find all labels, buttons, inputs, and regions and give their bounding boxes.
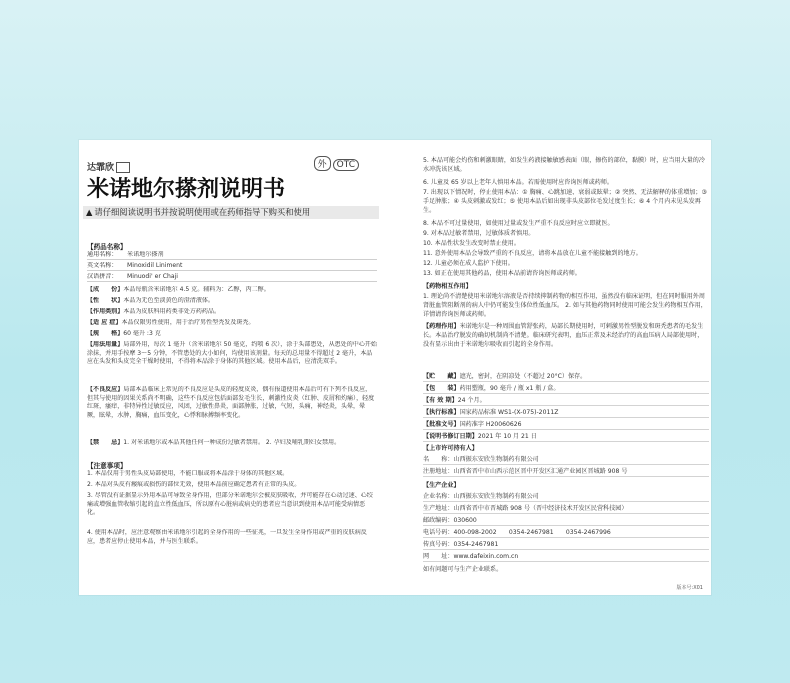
precaution-item-3: 3. 尽管没有证据显示外用本品可导致全身作用，但部分米诺地尔会被皮肤吸收，并可能存在心动过速、心绞痛或增强血管收缩引起的直立性低血压，所以原有心脏病或病史的患者应当意识到使用本品可能受病情恶化。 <box>87 492 373 517</box>
precaution-item-5: 5. 本品可能会灼伤和刺激眼睛，如发生药液接触敏感表面（眼，擦伤的部位，黏膜）时，应当用大量的冷水冲洗该区域。 <box>423 157 705 174</box>
contraindications: 【禁 忌】1. 对米诺地尔或本品其他任何一种成份过敏者禁用。 2. 孕妇及哺乳期妇女禁用。 <box>87 439 341 446</box>
right-column <box>419 140 709 595</box>
version-number: 版本号:X01 <box>676 585 703 591</box>
precaution-item-7: 7. 出现以下情况时，停止使用本品：① 胸痛、心跳加速、衰弱或眩晕；② 突然、无法解释的体重增加；③ 手足肿胀；④ 头皮刺激或发红；⑤ 使用本品后如出现非头皮部位毛发过度生长；⑥ 4 个月内未见头发再生。 <box>423 189 707 215</box>
manufacturer-name-row: 企业名称：山西振东安欣生物制药有限公司 <box>423 492 709 502</box>
interactions-text: 1. 理论尚不清楚使用米诺地尔溶液是否持续抑制药物的相互作用，虽然没有临床证明，但在同时服用外周肾脏血管阻断剂的病人中仍可能发生体位性低血压。 2. 如与其他药物同时使用可能会发生药物相互作用，详情请咨询医师或药师。 <box>423 293 707 319</box>
precaution-item-11: 11. 意外使用本品会导致严重的不良反应，请将本品放在儿童不能接触到的地方。 <box>423 250 642 257</box>
precaution-item-13: 13. 如正在使用其他药品，使用本品前请咨询医师或药师。 <box>423 270 581 277</box>
left-column <box>79 140 383 595</box>
precaution-item-8: 8. 本品不可过量使用，如使用过量或发生严重不良反应时应立即就医。 <box>423 220 614 227</box>
document-title: 米诺地尔搽剂说明书 <box>87 176 286 202</box>
category: 【作用类别】本品为皮肤科用药类非处方药药品。 <box>87 308 221 315</box>
precaution-item-9: 9. 对本品过敏者禁用，过敏体质者慎用。 <box>423 230 535 237</box>
warning-banner <box>83 206 379 219</box>
fax-row: 传真号码：0354-2467981 <box>423 540 709 550</box>
brand-name: 达霏欣 <box>87 163 115 173</box>
manufacturer-address-row: 生产地址：山西省晋中市晋城路 908 号（晋中经济技术开发区民营科技园） <box>423 504 709 514</box>
otc-badge: OTC <box>333 159 359 171</box>
manufacturer-title: 【生产企业】 <box>423 482 460 489</box>
specification: 【规 格】60 毫升 :3 克 <box>87 330 161 337</box>
website-row: 网 址：www.dafeixin.com.cn <box>423 552 709 562</box>
adverse-reactions: 【不良反应】局部本品临床上常见的不良反应是头皮的轻度皮炎，偶有报道使用本品后可有下列不良反应，但其与使用的因果关系尚不明确，这些不良反应包括面部发毛生长，刺激性皮炎（红肿、皮屑和灼痛），轻度红斑，瘙痒，非特异性过敏反应，风团，过敏性鼻炎，面部肿胀，过敏，气短，头痛，神经炎，头晕，晕厥，眩晕，水肿，胸痛，血压变化，心悸和脉搏频率变化。 <box>87 386 375 419</box>
holder-address-row: 注册地址：山西省晋中市山西示范区晋中开发区汇通产业园区晋城路 908 号 <box>423 467 709 477</box>
precaution-item-12: 12. 儿童必须在成人监护下使用。 <box>423 260 514 267</box>
name-row-generic: 通用名称： 米诺地尔搽剂 <box>87 251 377 260</box>
precaution-item-6: 6. 儿童及 65 岁以上老年人慎用本品。若需使用时应咨询医师或药师。 <box>423 179 614 186</box>
warning-triangle-icon: ▲ <box>86 207 93 217</box>
approval-row: 【批准文号】国药准字 H20060626 <box>423 420 709 430</box>
validity-row: 【有 效 期】24 个月。 <box>423 396 709 406</box>
otc-badges <box>312 156 359 171</box>
standard-row: 【执行标准】国家药品标准 WS1-(X-075)-2011Z <box>423 408 709 418</box>
name-row-pinyin: 汉语拼音： Minuodi' er Chaji <box>87 273 377 282</box>
precaution-item-10: 10. 本品性状发生改变时禁止使用。 <box>423 240 520 247</box>
holder-title: 【上市许可持有人】 <box>423 445 478 452</box>
phone-row: 电话号码：400-098-2002 0354-2467981 0354-2467996 <box>423 528 709 538</box>
warning-text: 请仔细阅读说明书并按说明使用或在药师指导下购买和使用 <box>94 207 311 217</box>
instruction-leaflet <box>79 140 711 595</box>
package-row: 【包 装】药用塑瓶，90 毫升 / 瓶 x1 瓶 / 盒。 <box>423 384 709 394</box>
indications: 【适 应 症】本品仅限男性使用，用于治疗男性型秃发及斑秃。 <box>87 319 255 326</box>
precaution-item-4: 4. 使用本品时，应注意观察由米诺地尔引起的全身作用的一些征兆，一旦发生全身作用或严重的皮肤病反应，患者应停止使用本品，并与医生联系。 <box>87 529 367 545</box>
precautions-title: 【注意事项】 <box>87 462 127 470</box>
name-row-english: 英文名称： Minoxidil Liniment <box>87 262 377 271</box>
interactions-title: 【药物相互作用】 <box>423 283 472 290</box>
precaution-item-1: 1. 本品仅用于男性头皮局部使用，不能口服或将本品涂于身体的其他区域。 <box>87 470 289 477</box>
storage-row: 【贮 藏】遮光，密封，在阴凉处（不超过 20°C）保存。 <box>423 372 709 382</box>
postcode-row: 邮政编码：030600 <box>423 516 709 526</box>
revision-row: 【说明书修订日期】2021 年 10 月 21 日 <box>423 432 709 442</box>
dosage: 【用法用量】局部外用，每次 1 毫升（含米诺地尔 50 毫克，约喷 6 次），涂于头部患处，从患处的中心开始涂抹，并用手按摩 3～5 分钟，不管患处的大小如何，均使用该剂量。每天的总用量不得超过 2 毫升，本品应在头发和头皮完全干燥时使用，不得将本品涂于身体的其他区域。使用本品后，应清洗双手。 <box>87 341 377 366</box>
ingredients: 【成 份】本品每瓶含米诺地尔 4.5 克。辅料为：乙醇，丙二醇。 <box>87 286 270 293</box>
holder-name-row: 名 称：山西振东安欣生物制药有限公司 <box>423 455 709 465</box>
external-use-badge: 外 <box>314 156 331 171</box>
appearance: 【性 状】本品为无色至淡黄色的澄清液体。 <box>87 297 214 304</box>
contact-note: 如有问题可与生产企业联系。 <box>423 566 503 573</box>
name-section-title: 【药品名称】 <box>87 243 127 251</box>
precaution-item-2: 2. 本品对头皮有瘢痕或损伤的部位无效，使用本品前应确定患者有正常的头皮。 <box>87 481 301 488</box>
pharmacology: 【药理作用】米诺地尔是一种周围血管舒张药，局部长期使用时，可刺激男性型脱发和斑秃患者的毛发生长。本品治疗脱发的确切机制尚不清楚。临床研究表明，血压正常及未经治疗的高血压病人局部使用时，没有显示出由于米诺地尔吸收而引起的全身作用。 <box>423 323 704 349</box>
